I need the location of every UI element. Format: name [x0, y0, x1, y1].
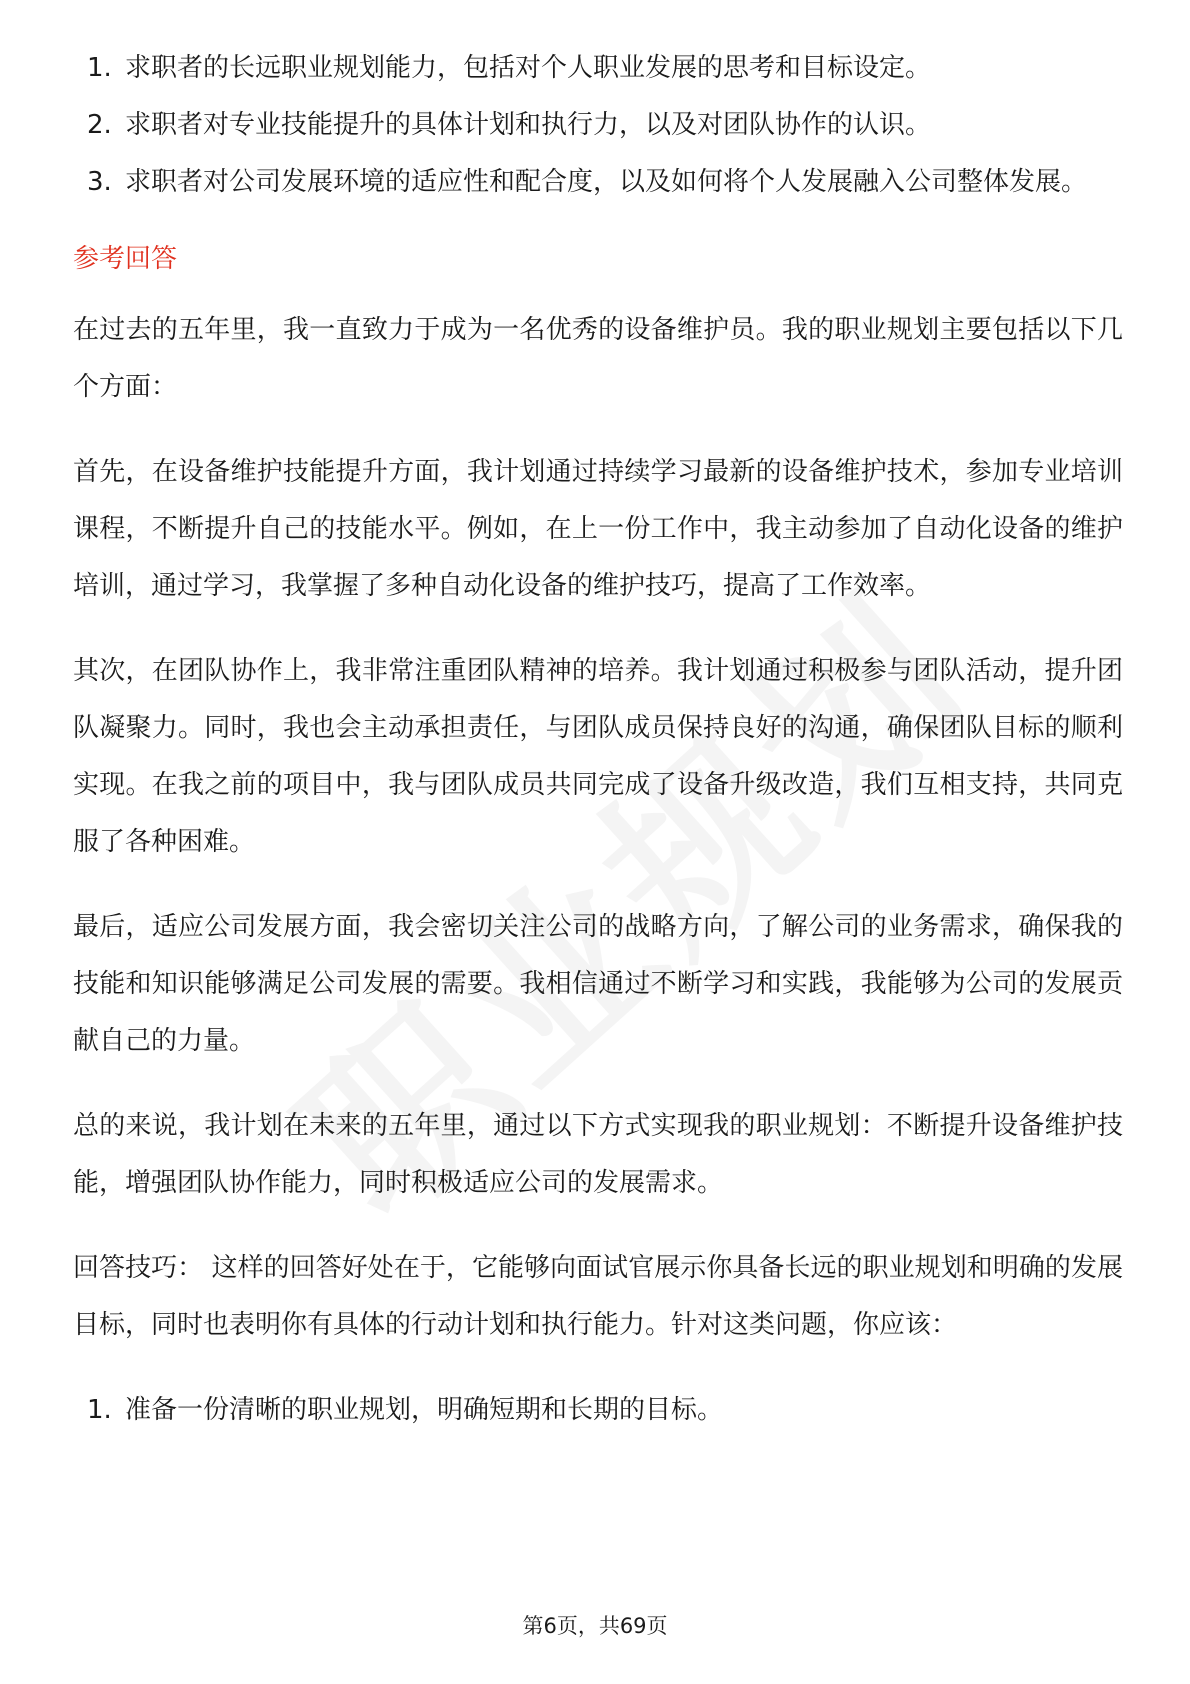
paragraph: 总的来说，我计划在未来的五年里，通过以下方式实现我的职业规划：不断提升设备维护技能，增强团队协作能力，同时积极适应公司的发展需求。	[73, 1111, 1123, 1198]
list-number: 1.	[87, 1395, 112, 1425]
list-item	[73, 40, 1123, 97]
list-item-text: 求职者的长远职业规划能力，包括对个人职业发展的思考和目标设定。	[125, 53, 932, 83]
list-item-text: 求职者对专业技能提升的具体计划和执行力，以及对团队协作的认识。	[125, 110, 932, 140]
section-title: 参考回答	[73, 244, 178, 274]
list-item	[73, 154, 1123, 211]
list-number: 2.	[87, 110, 112, 140]
tips-list	[73, 1382, 1123, 1439]
list-number: 3.	[87, 167, 112, 197]
paragraph: 回答技巧： 这样的回答好处在于，它能够向面试官展示你具备长远的职业规划和明确的发展目标，同时也表明你有具体的行动计划和执行能力。针对这类问题，你应该：	[73, 1253, 1123, 1340]
paragraph: 首先，在设备维护技能提升方面，我计划通过持续学习最新的设备维护技术，参加专业培训课程，不断提升自己的技能水平。例如，在上一份工作中，我主动参加了自动化设备的维护培训，通过学习，我掌握了多种自动化设备的维护技巧，提高了工作效率。	[73, 457, 1123, 601]
list-item-text: 求职者对公司发展环境的适应性和配合度，以及如何将个人发展融入公司整体发展。	[125, 167, 1088, 197]
document-body	[73, 40, 1123, 1439]
paragraph: 在过去的五年里，我一直致力于成为一名优秀的设备维护员。我的职业规划主要包括以下几个方面：	[73, 315, 1123, 402]
paragraph: 其次，在团队协作上，我非常注重团队精神的培养。我计划通过积极参与团队活动，提升团队凝聚力。同时，我也会主动承担责任，与团队成员保持良好的沟通，确保团队目标的顺利实现。在我之前的项目中，我与团队成员共同完成了设备升级改造，我们互相支持，共同克服了各种困难。	[73, 656, 1123, 857]
list-item	[73, 1382, 1123, 1439]
list-item-text: 准备一份清晰的职业规划，明确短期和长期的目标。	[125, 1395, 724, 1425]
paragraph: 最后，适应公司发展方面，我会密切关注公司的战略方向，了解公司的业务需求，确保我的技能和知识能够满足公司发展的需要。我相信通过不断学习和实践，我能够为公司的发展贡献自己的力量。	[73, 912, 1123, 1056]
list-item	[73, 97, 1123, 154]
page-footer: 第6页，共69页	[522, 1614, 668, 1638]
question-list	[73, 40, 1123, 211]
list-number: 1.	[87, 53, 112, 83]
